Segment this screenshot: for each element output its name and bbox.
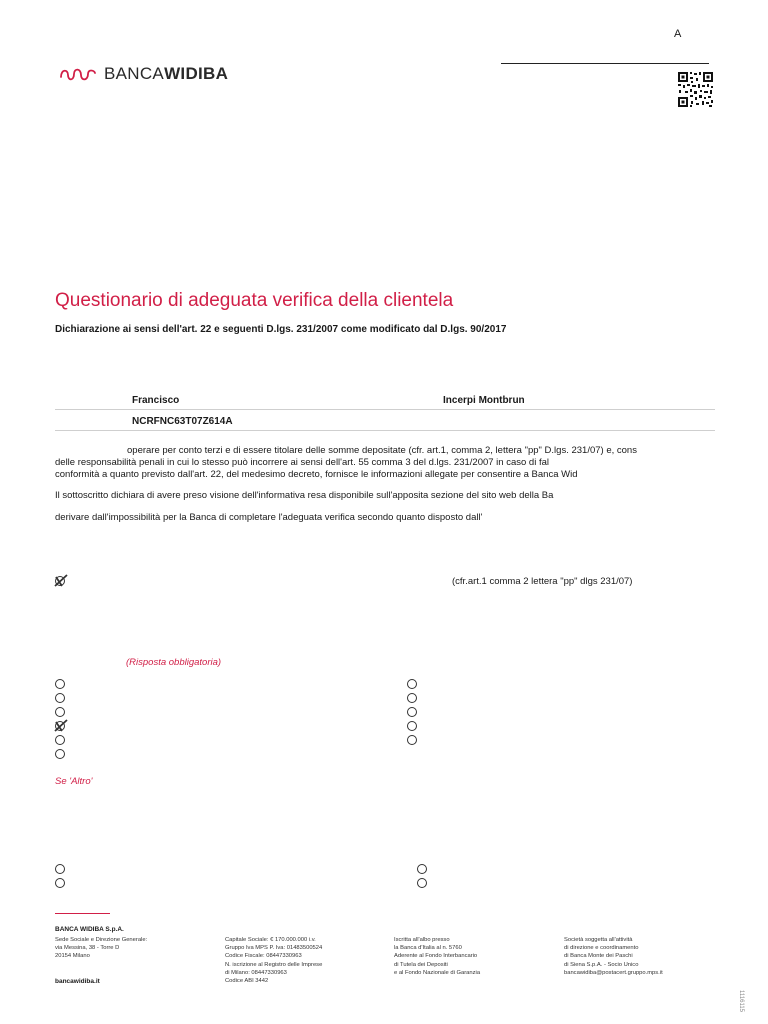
footer-line: di Banca Monte dei Paschi — [564, 953, 633, 960]
radio-option[interactable] — [55, 864, 65, 874]
radio-option[interactable] — [407, 693, 417, 703]
radio-option[interactable] — [407, 707, 417, 717]
declaration-line: delle responsabilità penali in cui lo stesso può incorrere ai sensi dell'art. 55 comma 3 del d.lgs. 231/2007 in caso di fal — [55, 457, 549, 468]
radio-option[interactable] — [407, 679, 417, 689]
footer-line: Codice ABI 3442 — [225, 978, 269, 985]
footer-line: Società soggetta all'attività — [564, 937, 633, 943]
checkbox-reference: (cfr.art.1 comma 2 lettera "pp" dlgs 231/07) — [452, 576, 633, 587]
checked-checkbox[interactable] — [54, 574, 68, 588]
privacy-statement: Il sottoscritto dichiara di avere preso visione dell'informativa resa disponibile sull'apposita sezione del sito web della Ba — [55, 490, 554, 501]
brand-name — [104, 64, 228, 84]
footer-line: di Siena S.p.A. - Socio Unico — [564, 961, 639, 968]
radio-option[interactable] — [417, 878, 427, 888]
footer-line: di direzione e coordinamento — [564, 945, 639, 952]
form-code: 1116115 — [738, 990, 744, 1013]
divider — [55, 409, 715, 410]
radio-option[interactable] — [55, 707, 65, 717]
radio-option[interactable] — [55, 693, 65, 703]
radio-option[interactable] — [55, 878, 65, 888]
bank-logo — [58, 64, 228, 84]
other-note: Se 'Altro' — [55, 776, 93, 787]
corner-letter: A — [674, 28, 682, 40]
document-title: Questionario di adeguata verifica della clientela — [55, 290, 454, 311]
divider — [55, 430, 715, 431]
footer-line: di Tutela dei Depositi — [394, 961, 448, 968]
footer-line: Capitale Sociale: € 170.000.000 i.v. — [225, 937, 316, 943]
qr-code-icon — [677, 71, 714, 108]
footer-registration — [394, 936, 480, 977]
website-link[interactable]: bancawidiba.it — [55, 978, 100, 985]
mandatory-note: (Risposta obbligatoria) — [126, 657, 222, 668]
footer-company-name: BANCA WIDIBA S.p.A. — [55, 926, 124, 933]
radio-option[interactable] — [55, 735, 65, 745]
document-subtitle: Dichiarazione ai sensi dell'art. 22 e seguenti D.lgs. 231/2007 come modificato dal D.lgs. 90/2017 — [55, 324, 507, 335]
radio-option[interactable] — [417, 864, 427, 874]
footer-line: 20154 Milano — [55, 953, 90, 960]
signature-line — [501, 63, 709, 64]
declaration-line: conformità a quanto previsto dall'art. 22, del medesimo decreto, fornisce le informazioni allegate per consentire a Banca Wid — [55, 469, 578, 480]
client-last-name: Incerpi Montbrun — [443, 395, 525, 406]
footer-line: via Messina, 38 - Torre D — [55, 945, 120, 952]
footer-line: bancawidiba@postacert.gruppo.mps.it — [564, 969, 663, 976]
radio-option[interactable] — [55, 679, 65, 689]
footer-line: Gruppo Iva MPS P. Iva: 01483500524 — [225, 945, 323, 952]
declaration-line: operare per conto terzi e di essere titolare delle somme depositate (cfr. art.1, comma 2, lettera "pp" D.lgs. 231/07) e, cons — [127, 445, 637, 456]
client-first-name: Francisco — [132, 395, 180, 406]
verification-statement: derivare dall'impossibilità per la Banca di completare l'adeguata verifica secondo quanto disposto dall' — [55, 512, 483, 523]
footer-address — [55, 936, 147, 961]
footer-line: N. iscrizione al Registro delle Imprese — [225, 961, 323, 968]
radio-option[interactable] — [55, 749, 65, 759]
radio-option[interactable] — [407, 735, 417, 745]
footer-line: Aderente al Fondo Interbancario — [394, 953, 478, 960]
footer-line: Iscritta all'albo presso — [394, 937, 450, 943]
radio-option[interactable] — [407, 721, 417, 731]
footer-line: Codice Fiscale: 08447330963 — [225, 953, 302, 960]
footer-accent-rule — [55, 913, 110, 914]
footer-line: la Banca d'Italia al n. 5760 — [394, 945, 462, 952]
footer-legal-info — [225, 936, 322, 985]
footer-line: e al Fondo Nazionale di Garanzia — [394, 969, 481, 976]
client-tax-code: NCRFNC63T07Z614A — [132, 416, 233, 427]
footer-line: di Milano: 08447330963 — [225, 969, 287, 976]
footer-line: Sede Sociale e Direzione Generale: — [55, 937, 148, 943]
radio-option-selected[interactable] — [54, 719, 68, 733]
footer-group-info — [564, 936, 663, 977]
brand-suffix: WIDIBA — [164, 64, 229, 83]
logo-mark-icon — [58, 65, 98, 83]
brand-prefix: BANCA — [104, 64, 165, 83]
